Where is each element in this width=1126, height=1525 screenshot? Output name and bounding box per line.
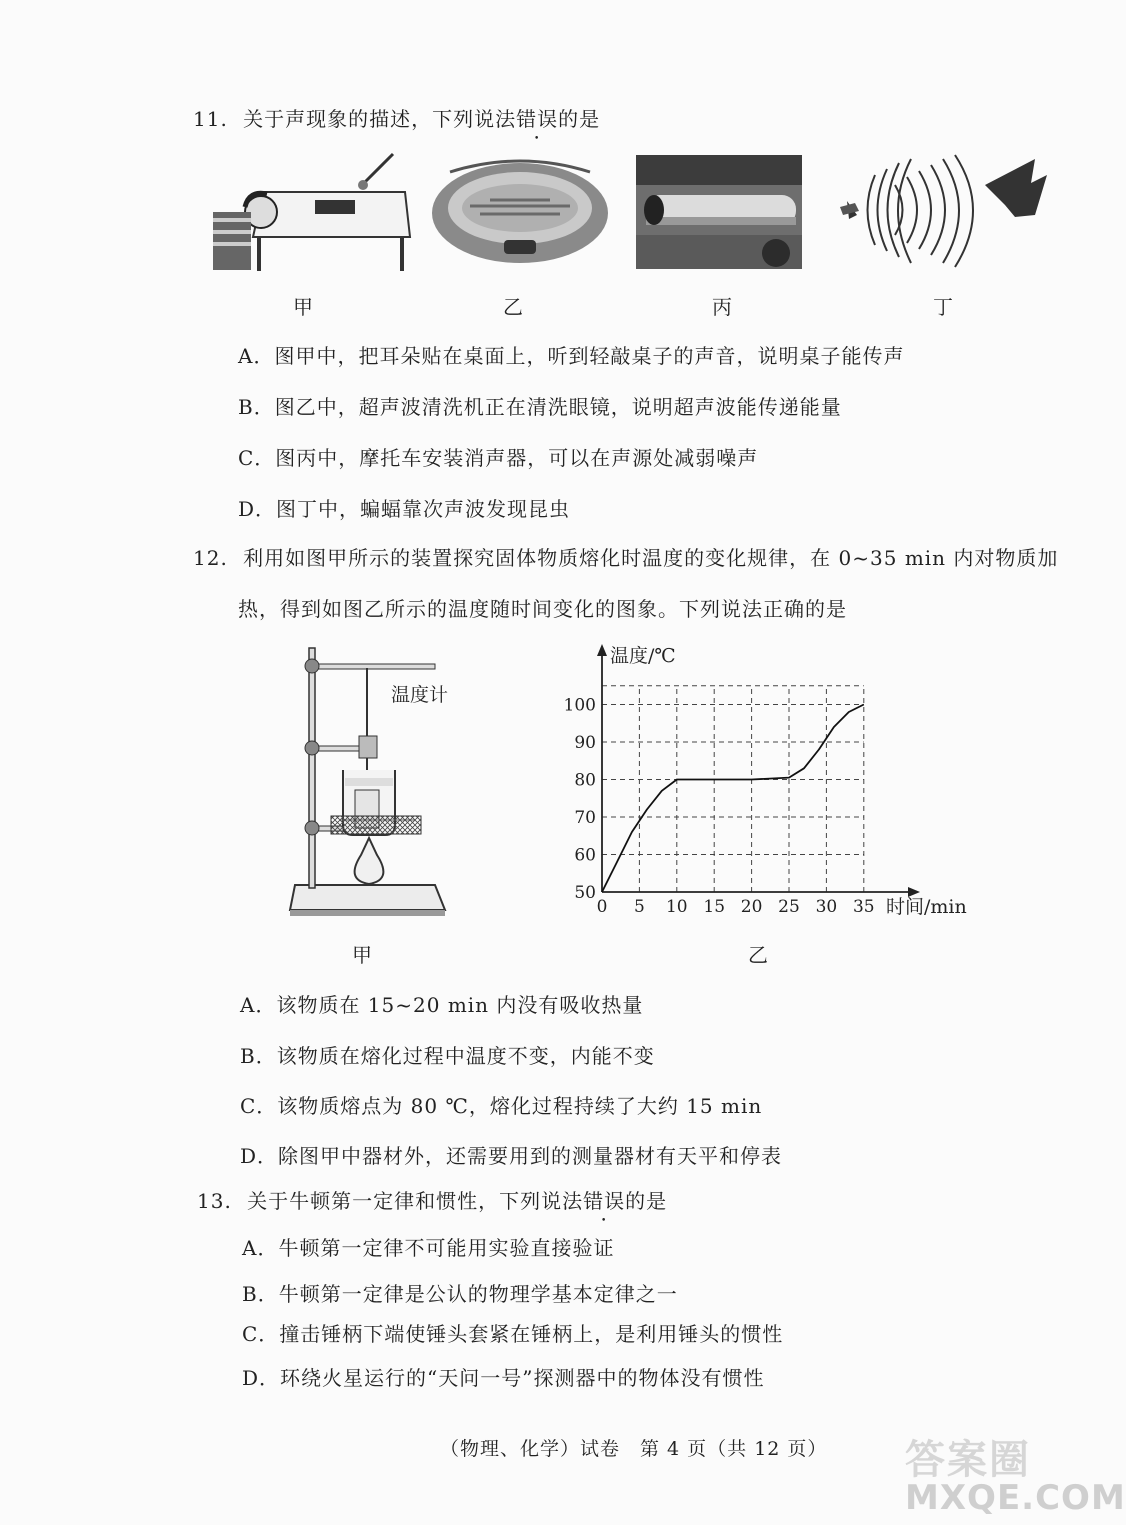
q13-stem-emph: 错误: [583, 1189, 626, 1213]
page-footer: （物理、化学）试卷 第 4 页（共 12 页）: [440, 1438, 828, 1460]
x-tick-label: 25: [778, 897, 800, 917]
q12-option-d: D．除图甲中器材外，还需要用到的测量器材有天平和停表: [240, 1144, 783, 1168]
q11-number: 11.: [193, 107, 228, 131]
y-tick-label: 90: [574, 733, 596, 753]
y-tick-label: 100: [563, 695, 596, 716]
image-jia-ear-on-table: [205, 152, 415, 272]
q12-number: 12.: [193, 546, 228, 570]
q13-stem-a: 关于牛顿第一定律和惯性，下列说法: [247, 1189, 584, 1213]
q13-option-c: C．撞击锤柄下端使锤头套紧在锤柄上，是利用锤头的惯性: [242, 1322, 784, 1346]
x-tick-label: 10: [665, 897, 688, 917]
q13-stem: [197, 1185, 667, 1214]
x-tick-label: 35: [852, 897, 875, 917]
x-axis-label: 时间/min: [886, 896, 967, 918]
q11-label-ding: 丁: [933, 295, 953, 319]
q12-option-c: C．该物质熔点为 80 ℃，熔化过程持续了大约 15 min: [240, 1094, 763, 1118]
q11-label-bing: 丙: [712, 295, 732, 319]
y-axis-arrow: [597, 644, 607, 656]
image-ding-bat-echolocation: [835, 155, 1050, 270]
y-tick-label: 50: [574, 883, 596, 903]
q11-option-c: C．图丙中，摩托车安装消声器，可以在声源处减弱噪声: [238, 446, 759, 470]
q12-label-yi: 乙: [748, 943, 768, 967]
thermometer-label: 温度计: [391, 684, 449, 706]
y-axis-label: 温度/℃: [610, 645, 676, 667]
q13-option-d: D．环绕火星运行的“天问一号”探测器中的物体没有惯性: [242, 1366, 765, 1390]
q11-option-a: A．图甲中，把耳朵贴在桌面上，听到轻敲桌子的声音，说明桌子能传声: [238, 344, 905, 368]
q13-number: 13.: [197, 1189, 232, 1213]
q11-stem-a: 关于声现象的描述，下列说法: [243, 107, 517, 131]
y-tick-label: 60: [574, 845, 596, 866]
q11-option-d: D．图丁中，蝙蝠靠次声波发现昆虫: [238, 497, 571, 521]
watermark-text: MXQE.COM: [905, 1478, 1126, 1518]
q12-stem-line2: 热，得到如图乙所示的温度随时间变化的图象。下列说法正确的是: [238, 597, 847, 621]
y-tick-label: 70: [574, 808, 596, 828]
x-tick-label: 0: [596, 897, 608, 917]
x-tick-label: 30: [815, 897, 838, 917]
image-bing-motorcycle-muffler: [636, 155, 802, 269]
q13-option-b: B．牛顿第一定律是公认的物理学基本定律之一: [242, 1282, 678, 1306]
x-tick-label: 20: [740, 897, 763, 917]
q11-stem: [193, 103, 600, 132]
q11-label-jia: 甲: [293, 295, 313, 319]
y-tick-label: 80: [574, 770, 596, 791]
q11-stem-emph: 错误: [516, 107, 559, 131]
q12-stem-line1: 12. 利用如图甲所示的装置探究固体物质熔化时温度的变化规律，在 0~35 min 内对物质加: [193, 546, 1059, 570]
temperature-time-chart: [560, 640, 990, 930]
q12-option-a: A．该物质在 15~20 min 内没有吸收热量: [240, 993, 644, 1017]
q11-option-b: B．图乙中，超声波清洗机正在清洗眼镜，说明超声波能传递能量: [238, 395, 842, 419]
watermark-logo: 答案圈: [905, 1437, 1031, 1483]
image-yi-ultrasonic-cleaner: [430, 158, 610, 268]
q13-stem-b: 的是: [625, 1189, 668, 1213]
q11-stem-b: 的是: [558, 107, 601, 131]
q12-option-b: B．该物质在熔化过程中温度不变，内能不变: [240, 1044, 655, 1068]
x-tick-label: 15: [703, 897, 726, 917]
q12-label-jia: 甲: [352, 943, 372, 967]
q11-label-yi: 乙: [503, 295, 523, 319]
x-tick-label: 5: [633, 897, 645, 917]
q13-option-a: A．牛顿第一定律不可能用实验直接验证: [242, 1236, 615, 1260]
temperature-curve: [602, 705, 864, 893]
